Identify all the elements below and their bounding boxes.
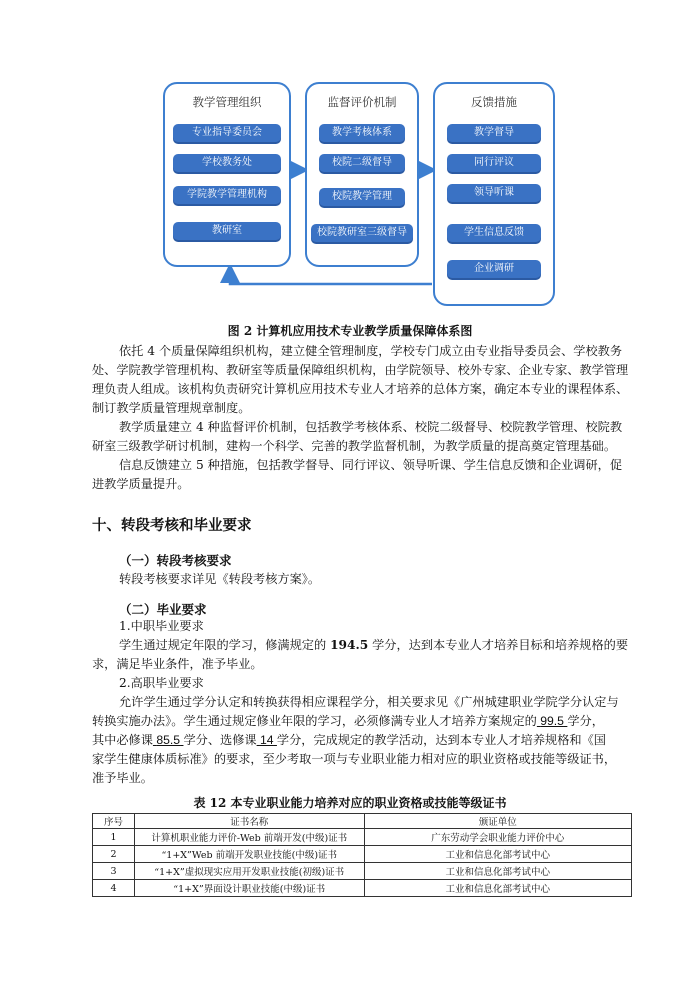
para-line: 信息反馈建立 5 种措施，包括教学督导、同行评议、领导听课、学生信息反馈和企业调研，促	[119, 458, 623, 472]
para-line: 处、学院教学管理机构、教研室等质量保障组织机构，由学院领导、校外专家、企业专家、教学管理	[92, 363, 629, 377]
node-enterprise-research: 企业调研	[447, 260, 541, 278]
arrow-feedback-loop	[230, 268, 432, 284]
cell-issuer: 工业和信息化部考试中心	[364, 880, 631, 897]
cell-index: 1	[93, 829, 135, 846]
header-index: 序号	[93, 814, 135, 829]
paragraph-feedback	[92, 456, 622, 494]
elective-credits-value	[257, 733, 277, 747]
node-student-feedback: 学生信息反馈	[447, 224, 541, 242]
cell-cert-name: “1+X”界面设计职业技能(中级)证书	[134, 880, 364, 897]
cell-cert-name: “1+X”Web 前端开发职业技能(中级)证书	[134, 846, 364, 863]
node-teaching-management: 校院教学管理	[319, 188, 405, 206]
node-college-management: 学院教学管理机构	[173, 186, 281, 204]
paragraph-supervision	[92, 418, 622, 456]
para-line	[92, 731, 619, 750]
para-line: 准予毕业。	[92, 771, 153, 785]
table-row	[93, 880, 632, 897]
cell-index: 2	[93, 846, 135, 863]
figure-caption: 图 2 计算机应用技术专业教学质量保障体系图	[227, 324, 473, 338]
table-row	[93, 846, 632, 863]
section-heading: 十、转段考核和毕业要求	[92, 518, 252, 534]
para-line	[92, 712, 619, 731]
quality-assurance-diagram	[0, 0, 700, 320]
text-span: 学生通过规定年限的学习，修满规定的	[119, 638, 331, 652]
node-teaching-supervision: 教学督导	[447, 124, 541, 142]
item2-label: 2.高职毕业要求	[119, 676, 204, 690]
cell-issuer: 工业和信息化部考试中心	[364, 846, 631, 863]
cell-cert-name: “1+X”虚拟现实应用开发职业技能(初级)证书	[134, 863, 364, 880]
header-cert-name: 证书名称	[134, 814, 364, 829]
certificate-table	[92, 813, 632, 897]
para-line: 制订教学质量管理规章制度。	[92, 401, 251, 415]
table-row	[93, 829, 632, 846]
column-feedback	[433, 82, 555, 306]
cell-index: 4	[93, 880, 135, 897]
table-row	[93, 863, 632, 880]
item1-label: 1.中职毕业要求	[119, 619, 204, 633]
node-peer-review: 同行评议	[447, 154, 541, 172]
column-title: 教学管理组织	[192, 95, 262, 109]
credits-value: 194.5	[330, 638, 369, 652]
table-header-row	[93, 814, 632, 829]
required-credits-value	[153, 733, 184, 747]
node-academic-affairs: 学校教务处	[173, 154, 281, 172]
value-text: 14	[259, 733, 274, 747]
header-issuer: 颁证单位	[364, 814, 631, 829]
column-management-org	[163, 82, 291, 267]
subsection-heading-transfer: （一）转段考核要求	[119, 553, 232, 568]
cell-issuer: 工业和信息化部考试中心	[364, 863, 631, 880]
text-span: 学分，达到本专业人才培养目标和培养规格的要	[368, 638, 629, 652]
subsection-heading-graduation: （二）毕业要求	[119, 602, 207, 617]
node-three-level-supervision: 校院教研室三级督导	[311, 224, 413, 242]
column-title: 反馈措施	[471, 95, 517, 109]
transfer-text: 转段考核要求详见《转段考核方案》。	[119, 572, 321, 586]
node-teaching-section: 教研室	[173, 222, 281, 240]
cell-issuer: 广东劳动学会职业能力评价中心	[364, 829, 631, 846]
text-span: 其中必修课	[92, 733, 153, 747]
paragraph-org	[92, 342, 628, 418]
column-title: 监督评价机制	[327, 95, 397, 109]
node-two-level-supervision: 校院二级督导	[319, 154, 405, 172]
value-text: 85.5	[156, 733, 181, 747]
para-line: 依托 4 个质量保障组织机构，建立健全管理制度，学校专门成立由专业指导委员会、学校教务	[119, 344, 623, 358]
value-text: 99.5	[540, 714, 564, 728]
item2-text	[92, 693, 619, 788]
para-line: 教学质量建立 4 种监督评价机制，包括教学考核体系、校院二级督导、校院教学管理、校院教	[119, 420, 623, 434]
para-line: 家学生健康体质标准》的要求，至少考取一项与专业职业能力相对应的职业资格或技能等级证书，	[92, 752, 617, 766]
item1-text	[92, 636, 628, 674]
node-assessment-system: 教学考核体系	[319, 124, 405, 142]
para-line	[92, 636, 628, 655]
total-credits-value	[537, 714, 568, 728]
para-line: 求，满足毕业条件，准予毕业。	[92, 657, 263, 671]
text-span: 学分，	[567, 714, 604, 728]
column-supervision	[305, 82, 419, 267]
para-line: 研室三级教学研讨机制，建构一个科学、完善的教学监督机制，为教学质量的提高奠定管理基础。	[92, 439, 617, 453]
node-steering-committee: 专业指导委员会	[173, 124, 281, 142]
node-leader-observation: 领导听课	[447, 184, 541, 202]
para-line: 允许学生通过学分认定和转换获得相应课程学分，相关要求见《广州城建职业学院学分认定与	[119, 695, 619, 709]
para-line: 理负责人组成。该机构负责研究计算机应用技术专业人才培养的总体方案，确定本专业的课程体系、	[92, 382, 629, 396]
para-line: 进教学质量提升。	[92, 477, 190, 491]
table-caption: 表 12 本专业职业能力培养对应的职业资格或技能等级证书	[193, 796, 507, 810]
cell-cert-name: 计算机职业能力评价-Web 前端开发(中级)证书	[134, 829, 364, 846]
cell-index: 3	[93, 863, 135, 880]
text-span: 学分，完成规定的教学活动，达到本专业人才培养规格和《国	[276, 733, 606, 747]
text-span: 学分、选修课	[183, 733, 257, 747]
text-span: 转换实施办法》。学生通过规定修业年限的学习，必须修满专业人才培养方案规定的	[92, 714, 537, 728]
